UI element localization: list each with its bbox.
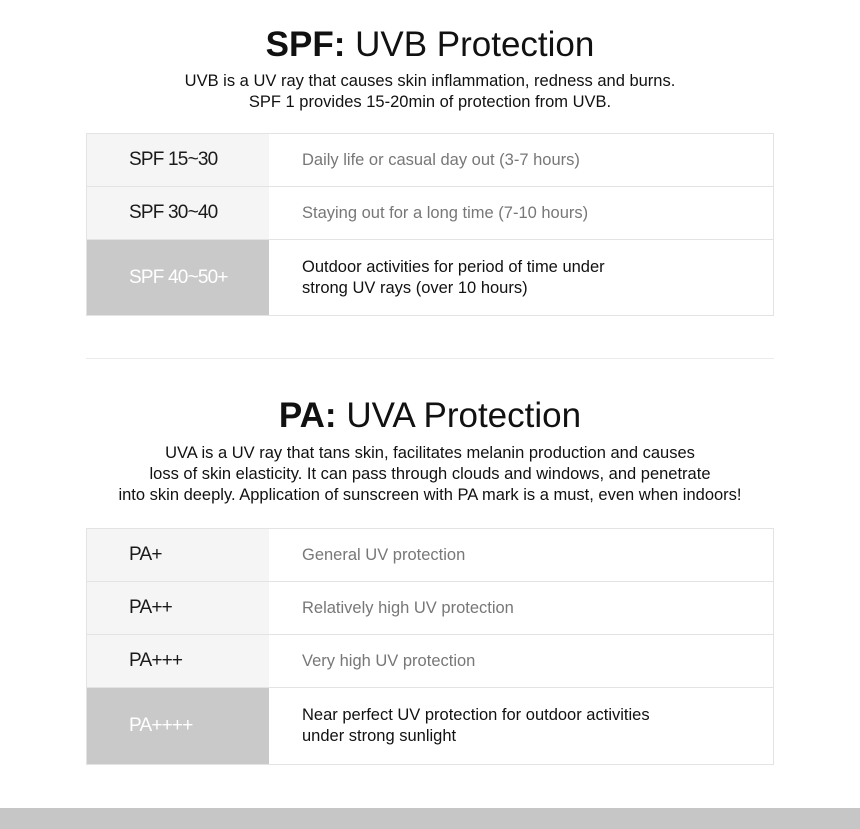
spf-row-40-50-plus (87, 239, 773, 315)
spf-row-desc (269, 187, 773, 239)
pa-description-line: into skin deeply. Application of sunscreen with PA mark is a must, even when indoors! (118, 486, 742, 504)
spf-row-label: SPF 15~30 (87, 134, 269, 186)
pa-table (86, 528, 774, 765)
pa-description (0, 443, 860, 506)
spf-row-desc-line: strong UV rays (over 10 hours) (302, 278, 528, 297)
spf-description (0, 71, 860, 113)
pa-row-desc (269, 582, 773, 634)
pa-row-plus-2 (87, 581, 773, 634)
spf-section-title (0, 25, 860, 65)
spf-title-bold: SPF: (265, 25, 346, 64)
pa-row-desc (269, 635, 773, 687)
pa-row-label: PA++ (87, 582, 269, 634)
pa-row-plus-1 (87, 529, 773, 581)
pa-row-plus-4 (87, 687, 773, 764)
spf-row-desc-line: Staying out for a long time (7-10 hours) (302, 203, 589, 222)
bottom-bar (0, 808, 860, 829)
pa-row-desc (269, 529, 773, 581)
spf-row-30-40 (87, 186, 773, 239)
pa-row-desc (269, 688, 773, 764)
pa-row-label: PA+++ (87, 635, 269, 687)
spf-description-line: UVB is a UV ray that causes skin inflammation, redness and burns. (184, 72, 676, 90)
pa-row-desc-line: Very high UV protection (302, 651, 476, 670)
spf-row-label: SPF 30~40 (87, 187, 269, 239)
spf-row-label-highlight: SPF 40~50+ (87, 240, 269, 315)
pa-title-bold: PA: (278, 396, 337, 435)
spf-table (86, 133, 774, 316)
spf-description-line: SPF 1 provides 15-20min of protection from UVB. (248, 93, 612, 111)
spf-row-desc-line: Daily life or casual day out (3-7 hours) (302, 150, 580, 169)
pa-row-desc-line: Relatively high UV protection (302, 598, 514, 617)
pa-section-title (0, 396, 860, 436)
pa-description-line: UVA is a UV ray that tans skin, facilitates melanin production and causes (165, 444, 695, 462)
spf-row-desc-line: Outdoor activities for period of time under (302, 257, 605, 276)
pa-row-label: PA+ (87, 529, 269, 581)
pa-description-line: loss of skin elasticity. It can pass through clouds and windows, and penetrate (149, 465, 711, 483)
pa-title-rest: UVA Protection (336, 396, 582, 435)
pa-row-label-highlight: PA++++ (87, 688, 269, 764)
spf-row-15-30 (87, 134, 773, 186)
pa-row-desc-line: Near perfect UV protection for outdoor activities (302, 706, 650, 724)
pa-row-plus-3 (87, 634, 773, 687)
spf-row-desc (269, 240, 773, 315)
pa-row-desc-line: under strong sunlight (302, 727, 457, 745)
section-divider (86, 358, 774, 359)
pa-row-desc-line: General UV protection (302, 545, 466, 564)
spf-row-desc (269, 134, 773, 186)
spf-title-rest: UVB Protection (345, 25, 595, 64)
